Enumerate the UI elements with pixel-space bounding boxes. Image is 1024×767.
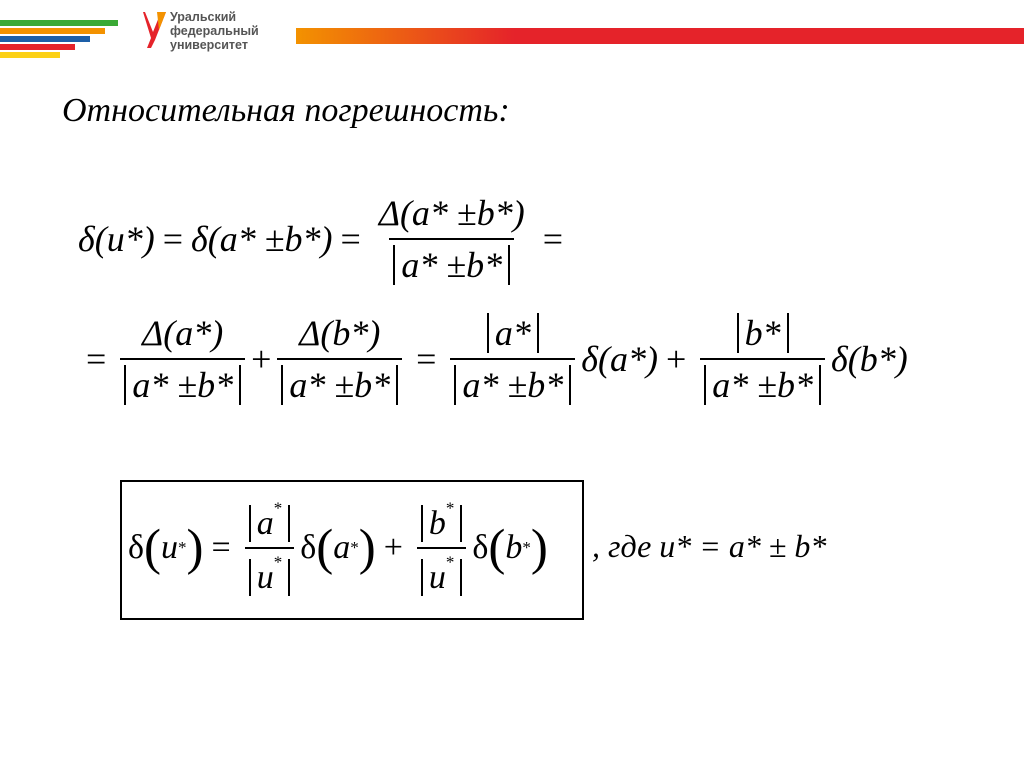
fraction <box>450 312 575 406</box>
star: * <box>522 538 531 557</box>
equals-sign: = <box>340 219 361 259</box>
delta-a: δ(a*) <box>581 339 658 379</box>
var-u: u <box>428 559 446 597</box>
delta-sum: δ(a* ±b*) <box>191 219 333 259</box>
fraction <box>120 312 245 406</box>
logo-line-3: университет <box>170 38 248 52</box>
fraction <box>700 312 825 406</box>
banner-stripe-blue <box>0 36 90 42</box>
equals-sign: = <box>162 219 184 259</box>
equals-sign: = <box>86 339 107 379</box>
fraction-denominator <box>245 547 295 597</box>
abs-value <box>249 498 291 542</box>
star: * <box>273 553 283 572</box>
where-clause: , где u* = a* ± b* <box>592 528 827 564</box>
delta-symbol: δ <box>128 529 145 566</box>
logo-line-1: Уральский <box>170 10 237 24</box>
abs-value: a* ±b* <box>454 365 571 405</box>
paren: ( <box>488 519 506 576</box>
fraction <box>245 499 295 598</box>
delta-b: δ(b*) <box>831 339 908 379</box>
star: * <box>445 498 455 518</box>
plus-sign: + <box>251 339 272 379</box>
logo-line-2: федеральный <box>170 24 259 38</box>
abs-value: a* ±b* <box>124 365 241 405</box>
fraction-numerator: Δ(b*) <box>299 313 381 353</box>
abs-value: a* ±b* <box>704 365 821 405</box>
fraction-numerator: Δ(a* ±b*) <box>378 193 525 233</box>
fraction-numerator <box>483 312 543 358</box>
var-u: u <box>256 559 274 597</box>
banner-stripe-red <box>0 44 75 50</box>
abs-value: a* ±b* <box>281 365 398 405</box>
fraction-numerator <box>733 312 793 358</box>
fraction-numerator <box>245 499 295 547</box>
slide-title: Относительная погрешность: <box>62 92 510 129</box>
paren: ) <box>186 519 204 576</box>
equals-sign: = <box>211 529 231 566</box>
fraction-numerator: Δ(a*) <box>142 313 224 353</box>
formula-line-1 <box>78 192 571 286</box>
paren: ( <box>144 519 162 576</box>
var-u: u <box>161 529 179 566</box>
var-b: b <box>505 529 523 566</box>
fraction-denominator <box>700 358 825 406</box>
fraction-denominator <box>450 358 575 406</box>
var-a: a <box>333 529 351 566</box>
var-b: b <box>428 505 446 542</box>
fraction-denominator <box>417 547 467 597</box>
abs-value <box>421 553 463 597</box>
star: * <box>445 553 455 572</box>
abs-value: a* <box>487 313 539 353</box>
abs-value <box>249 553 291 597</box>
fraction <box>277 312 402 406</box>
paren: ) <box>530 519 548 576</box>
banner-stripe-orange <box>0 28 105 34</box>
university-logo-text <box>170 10 259 52</box>
plus-sign: + <box>383 529 403 566</box>
paren: ( <box>316 519 334 576</box>
abs-value: a* ±b* <box>393 245 510 285</box>
university-logo-icon <box>143 10 167 50</box>
banner-stripe-right <box>296 28 1024 44</box>
star: * <box>178 538 187 557</box>
boxed-formula <box>128 492 548 604</box>
header-banner <box>0 0 1024 80</box>
abs-value: b* <box>737 313 789 353</box>
star: * <box>350 538 359 557</box>
fraction-denominator <box>120 358 245 406</box>
equals-sign: = <box>542 219 563 259</box>
fraction-denominator <box>277 358 402 406</box>
plus-sign: + <box>665 339 687 379</box>
fraction-numerator <box>417 499 467 547</box>
fraction <box>375 192 529 286</box>
fraction <box>417 499 467 598</box>
equals-sign: = <box>416 339 437 379</box>
delta-symbol: δ <box>300 529 317 566</box>
abs-value <box>421 498 463 542</box>
fraction-denominator <box>389 238 514 286</box>
delta-u: δ(u*) <box>78 219 155 259</box>
var-a: a <box>256 505 274 542</box>
banner-stripe-green <box>0 20 118 26</box>
delta-symbol: δ <box>472 529 489 566</box>
formula-line-2 <box>78 312 908 406</box>
paren: ) <box>358 519 376 576</box>
star: * <box>273 498 283 518</box>
banner-stripe-yellow <box>0 52 60 58</box>
